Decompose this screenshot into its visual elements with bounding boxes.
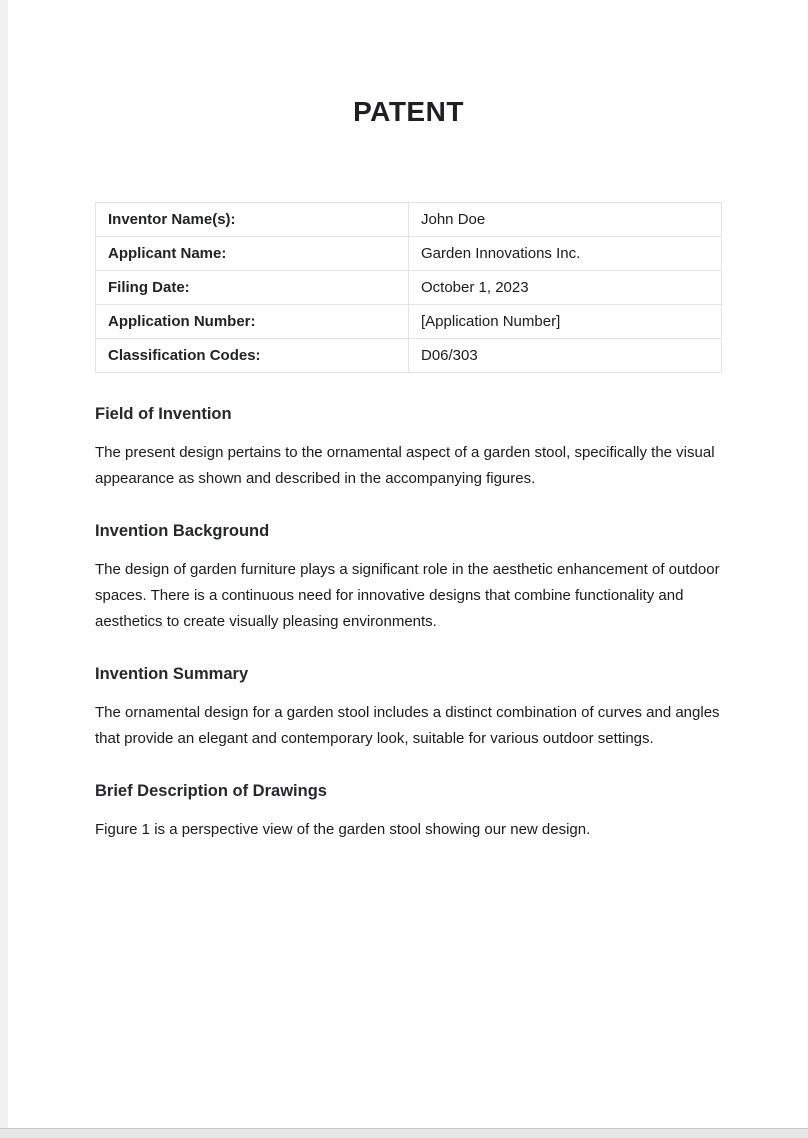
table-row-applicant (96, 237, 722, 271)
section-brief-description-of-drawings (95, 782, 722, 843)
table-row-filing-date (96, 271, 722, 305)
patent-info-table (95, 202, 722, 373)
application-number-label: Application Number: (96, 305, 409, 339)
section-heading: Invention Summary (95, 665, 249, 683)
section-body: The design of garden furniture plays a significant role in the aesthetic enhancement of outdoor spaces. There is a continuous need for innovative designs that combine functionality and aesthetics to create visually pleasing environments. (95, 561, 720, 630)
document-page (8, 0, 808, 1128)
horizontal-scrollbar-track[interactable] (0, 1128, 808, 1138)
inventor-name-value: John Doe (409, 203, 722, 237)
section-body: The present design pertains to the ornamental aspect of a garden stool, specifically the visual appearance as shown and described in the accompanying figures. (95, 444, 715, 487)
application-number-value: [Application Number] (409, 305, 722, 339)
filing-date-label: Filing Date: (96, 271, 409, 305)
table-row-inventor (96, 203, 722, 237)
section-heading: Invention Background (95, 522, 270, 540)
inventor-name-label: Inventor Name(s): (96, 203, 409, 237)
document-title: PATENT (353, 96, 464, 127)
section-heading: Field of Invention (95, 405, 232, 423)
classification-codes-value: D06/303 (409, 339, 722, 373)
applicant-name-label: Applicant Name: (96, 237, 409, 271)
section-invention-summary (95, 665, 722, 752)
section-heading: Brief Description of Drawings (95, 782, 327, 800)
section-body: The ornamental design for a garden stool includes a distinct combination of curves and angles that provide an elegant and contemporary look, suitable for various outdoor settings. (95, 704, 720, 747)
classification-codes-label: Classification Codes: (96, 339, 409, 373)
table-row-classification-codes (96, 339, 722, 373)
table-row-application-number (96, 305, 722, 339)
filing-date-value: October 1, 2023 (409, 271, 722, 305)
applicant-name-value: Garden Innovations Inc. (409, 237, 722, 271)
section-field-of-invention (95, 405, 722, 492)
section-body: Figure 1 is a perspective view of the garden stool showing our new design. (95, 821, 591, 838)
section-invention-background (95, 522, 722, 635)
